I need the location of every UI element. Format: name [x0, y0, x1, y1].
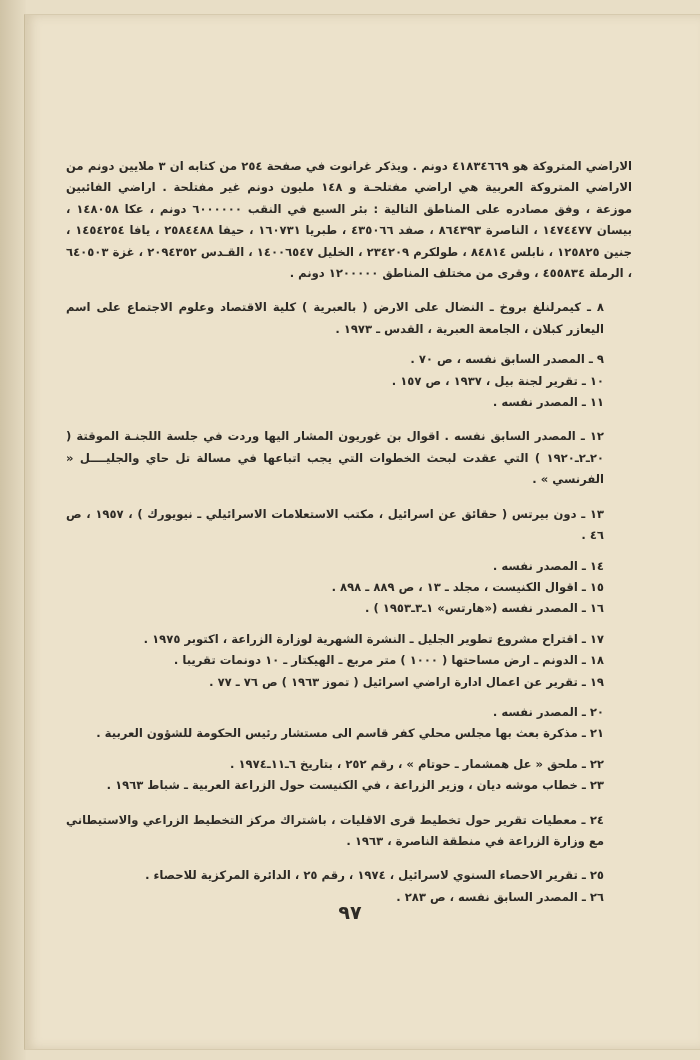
footnote-12: ١٢ ـ المصدر السابق نفسه . اقوال بن غوريون المشار اليها وردت في جلسة اللجنـة الموقتة ( ٢٠ـ٢ـ١٩٢٠ ) التي عقدت لبحث الخطوات التي يجب اتباعها في مسالة تل حاي والجليــــل « الفرنسي » . [66, 429, 604, 487]
footnote-18: ١٨ ـ الدونم ـ ارض مساحتها ( ١٠٠٠ ) متر مربع ـ الهيكتار ـ ١٠ دونمات تقريبا . [173, 653, 604, 668]
footnote-20: ٢٠ ـ المصدر نفسه . [492, 704, 604, 719]
footnote-26: ٢٦ ـ المصدر السابق نفسه ، ص ٢٨٣ . [396, 889, 604, 904]
footnote-10: ١٠ ـ تقرير لجنة بيل ، ١٩٣٧ ، ص ١٥٧ . [391, 373, 604, 388]
footnote-16: ١٦ ـ المصدر نفسه («هارتس» ١ـ٣ـ١٩٥٣ ) . [365, 601, 604, 616]
book-spine [0, 0, 26, 1060]
footnote-17: ١٧ ـ اقتراح مشروع تطوير الجليل ـ النشرة الشهرية لوزارة الزراعة ، اكتوبر ١٩٧٥ . [143, 631, 604, 646]
footnote-23: ٢٣ ـ خطاب موشه ديان ، وزير الزراعة ، في الكنيست حول الزراعة العربية ـ شباط ١٩٦٣ . [106, 778, 604, 793]
page-text [66, 156, 632, 908]
body-paragraph: الاراضي المتروكة هو ٤١٨٣٤٦٦٩ دونم . ويذكر غرانوت في صفحة ٢٥٤ من كتابه ان ٣ ملايين دونم من الاراضي المتروكة العربية هي اراضي مفتلحـة و ١٤٨ مليون دونم غير مفتلحة . اراضي الفائبين موزعة ، وفق مصادره على المناطق التالية : بئر السبع في النقب ٦٠٠٠٠٠٠ دونم ، عكا ١٤٨٠٥٨ ، بيسان ١٤٧٤٤٧٧ ، الناصرة ٨٦٤٣٩٣ ، صفد ٤٣٥٠٦٦ ، طبريا ١٦٠٧٣١ ، حيفا ٢٥٨٤٤٨٨ ، يافا ١٤٥٤٢٥٤ ، جنين ١٢٥٨٢٥ ، نابلس ٨٤٨١٤ ، طولكرم ٢٣٤٢٠٩ ، الخليل ١٤٠٠٦٥٤٧ ، القـدس ٢٠٩٤٣٥٢ ، غزة ٦٤٠٥٠٣ ، الرملة ٤٥٥٨٣٤ ، وقرى من مختلف المناطق ١٢٠٠٠٠٠ دونم . [66, 159, 633, 281]
footnote-22: ٢٢ ـ ملحق « عل همشمار ـ حوتام » ، رقم ٢٥٢ ، بتاريخ ٦ـ١١ـ١٩٧٤ . [230, 756, 604, 771]
footnote-8: ٨ ـ كيمرلنلغ بروخ ـ النضال على الارض ( بالعبرية ) كلية الاقتصاد وعلوم الاجتماع على اسم اليعازر كبلان ، الجامعة العبرية ، القدس ـ ١٩٧٣ . [66, 300, 604, 336]
footnote-21: ٢١ ـ مذكرة بعث بها مجلس محلي كفر قاسم الى مستشار رئيس الحكومة للشؤون العربية . [96, 726, 604, 741]
footnote-14: ١٤ ـ المصدر نفسه . [492, 558, 604, 573]
footnote-13: ١٣ ـ دون بيرتس ( حقائق عن اسرائيل ، مكتب الاستعلامات الاسرائيلي ـ نيويورك ) ، ١٩٥٧ ، ص ٤٦ . [66, 506, 604, 543]
footnote-15: ١٥ ـ اقوال الكنيست ، مجلد ـ ١٣ ، ص ٨٨٩ ـ ٨٩٨ . [331, 579, 604, 594]
footnote-11: ١١ ـ المصدر نفسه . [492, 395, 604, 410]
footnote-19: ١٩ ـ تقرير عن اعمال ادارة اراضي اسرائيل ( تموز ١٩٦٣ ) ص ٧٦ ـ ٧٧ . [209, 674, 604, 689]
footnote-25: ٢٥ ـ تقرير الاحصاء السنوي لاسرائيل ، ١٩٧٤ ، رقم ٢٥ ، الدائرة المركزية للاحصاء . [145, 868, 604, 883]
page-number: ٩٧ [338, 902, 362, 924]
footnote-9: ٩ ـ المصدر السابق نفسه ، ص ٧٠ . [410, 352, 604, 367]
footnote-24: ٢٤ ـ معطيات تقرير حول تخطيط قرى الاقليات ، باشتراك مركز التخطيط الزراعي والاستيطاني مع وزارة الزراعة في منطقة الناصرة ، ١٩٦٣ . [66, 812, 604, 848]
